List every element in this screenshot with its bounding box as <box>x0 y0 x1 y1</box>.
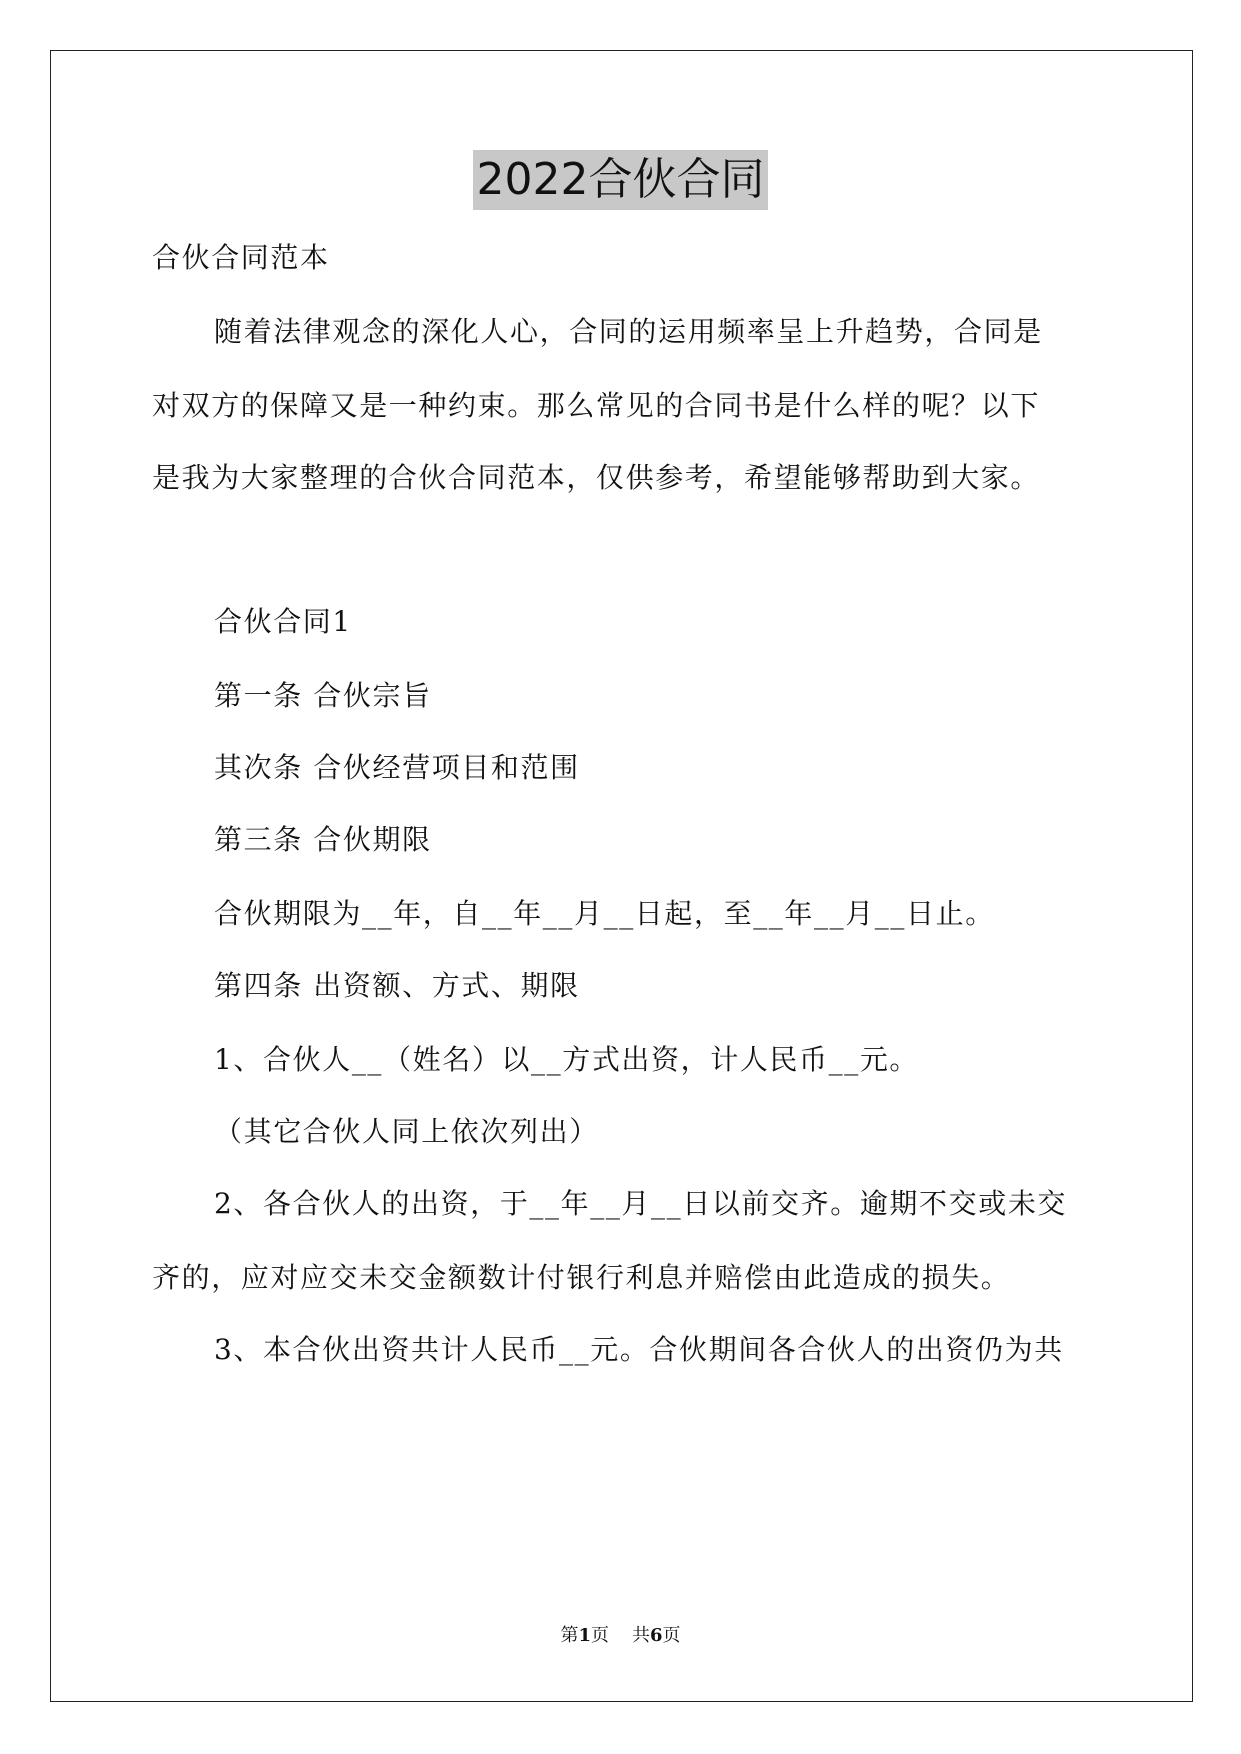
page-number: 1 <box>578 1625 592 1646</box>
page-prefix: 第 <box>560 1625 579 1646</box>
paragraph-line: 2、各合伙人的出资，于__年__月__日以前交齐。逾期不交或未交 <box>214 1187 1068 1220</box>
page-suffix: 页 <box>591 1625 610 1646</box>
section-heading: 合伙合同1 <box>214 605 352 638</box>
clause-heading: 第一条 合伙宗旨 <box>214 679 432 712</box>
paragraph-line: 齐的，应对应交未交金额数计付银行利息并赔偿由此造成的损失。 <box>152 1261 1011 1294</box>
paragraph-line: 1、合伙人__（姓名）以__方式出资，计人民币__元。 <box>214 1043 920 1076</box>
paragraph-line: 对双方的保障又是一种约束。那么常见的合同书是什么样的呢？以下 <box>152 389 1041 422</box>
title-wrap <box>0 150 1241 210</box>
page-border <box>50 50 1193 1702</box>
clause-heading: 其次条 合伙经营项目和范围 <box>214 751 580 784</box>
total-prefix: 共 <box>631 1625 650 1646</box>
paragraph-line: 是我为大家整理的合伙合同范本，仅供参考，希望能够帮助到大家。 <box>152 461 1041 494</box>
paragraph-line: 合伙期限为__年，自__年__月__日起，至__年__月__日止。 <box>214 897 995 930</box>
paragraph-line: 合伙合同范本 <box>152 241 330 274</box>
total-pages: 6 <box>649 1625 663 1646</box>
paragraph-line: （其它合伙人同上依次列出） <box>214 1115 599 1148</box>
page-footer <box>0 1624 1241 1648</box>
total-suffix: 页 <box>662 1625 681 1646</box>
paragraph-line: 3、本合伙出资共计人民币__元。合伙期间各合伙人的出资仍为共 <box>214 1333 1064 1366</box>
clause-heading: 第四条 出资额、方式、期限 <box>214 969 580 1002</box>
paragraph-line: 随着法律观念的深化人心，合同的运用频率呈上升趋势，合同是 <box>214 315 1043 348</box>
clause-heading: 第三条 合伙期限 <box>214 823 432 856</box>
document-title: 2022合伙合同 <box>473 150 769 210</box>
